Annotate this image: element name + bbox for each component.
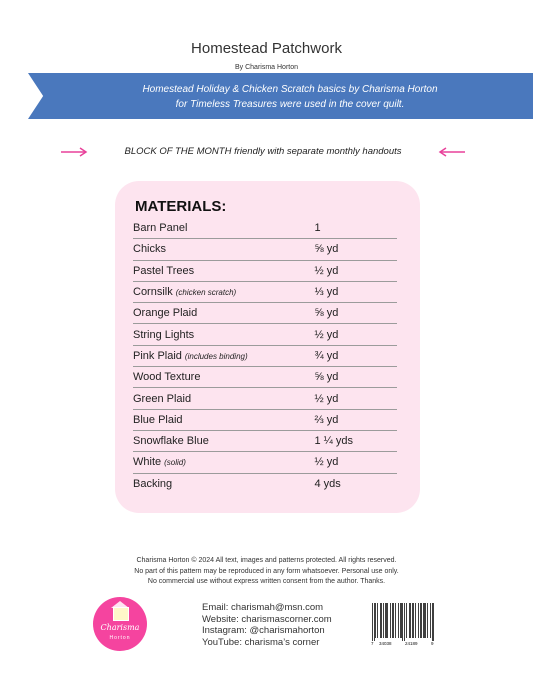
- material-row: [133, 388, 397, 409]
- material-name-text: Pastel Trees: [133, 264, 195, 277]
- material-name-text: String Lights: [133, 328, 195, 341]
- material-name: [133, 371, 315, 383]
- material-row: [133, 410, 397, 431]
- bom-row: [60, 146, 470, 160]
- material-amount: ½ yd: [314, 328, 339, 341]
- barcode-digits-2: 24189: [405, 641, 418, 646]
- logo-subtext: Horton: [109, 635, 131, 641]
- material-row: [133, 324, 397, 345]
- material-name: [133, 414, 315, 426]
- material-row: [133, 474, 397, 494]
- material-note: (chicken scratch): [175, 288, 237, 298]
- barcode-digits-1: 34038: [379, 641, 392, 646]
- material-amount: ⅝ yd: [314, 243, 339, 256]
- arrow-left-icon: [438, 146, 466, 158]
- contact-email: Email: charismah@msn.com: [202, 602, 324, 613]
- logo-house-icon: [113, 607, 129, 621]
- material-amount: ¾ yd: [314, 349, 339, 362]
- material-name: [133, 393, 315, 405]
- material-name-text: Blue Plaid: [133, 413, 183, 426]
- banner-line-2: for Timeless Treasures were used in the cover quilt.: [175, 99, 405, 110]
- material-note: (includes binding): [184, 351, 248, 361]
- material-name-text: Cornsilk: [133, 286, 173, 299]
- material-amount: ⅓ yd: [314, 286, 339, 299]
- contact-website: Website: charismascorner.com: [202, 613, 332, 625]
- material-amount: ⅝ yd: [314, 307, 339, 320]
- material-name: [133, 307, 315, 319]
- copyright-line-1: Charisma Horton © 2024 All text, images and patterns protected. All rights reserved.: [136, 557, 397, 564]
- material-name-text: Snowflake Blue: [133, 435, 209, 448]
- material-amount: 4 yds: [314, 477, 341, 490]
- logo-text: Charisma: [100, 623, 140, 632]
- barcode-digit-left: 7: [371, 641, 374, 646]
- material-amount: ⅝ yd: [314, 371, 339, 384]
- material-note: (solid): [164, 458, 186, 468]
- material-row: [133, 239, 397, 260]
- material-name-text: Wood Texture: [133, 371, 201, 384]
- material-row: [133, 367, 397, 388]
- banner-line-1: Homestead Holiday & Chicken Scratch basics by Charisma Horton: [142, 84, 438, 95]
- contact-youtube: YouTube: charisma’s corner: [202, 636, 320, 648]
- pattern-title: Homestead Patchwork: [191, 40, 342, 57]
- material-amount: ⅔ yd: [314, 413, 339, 426]
- material-name-text: Backing: [133, 477, 173, 490]
- author-byline: By Charisma Horton: [234, 64, 299, 71]
- material-name-text: White: [133, 456, 162, 469]
- barcode-digit-right: 9: [431, 641, 434, 646]
- contact-instagram: Instagram: @charismahorton: [202, 625, 325, 636]
- material-name-text: Orange Plaid: [133, 307, 198, 320]
- copyright-line-3: No commercial use without express written consent from the author. Thanks.: [147, 578, 386, 585]
- material-name: [133, 222, 315, 234]
- material-row: [133, 303, 397, 324]
- copyright-notice: [0, 556, 533, 588]
- material-row: [133, 346, 397, 367]
- material-name: [133, 329, 315, 341]
- material-name: [133, 286, 315, 298]
- material-name-text: Barn Panel: [133, 222, 188, 235]
- materials-table: [133, 218, 397, 494]
- material-name: [133, 265, 315, 277]
- material-amount: 1 ¼ yds: [314, 435, 354, 448]
- charisma-horton-logo: [93, 597, 147, 651]
- material-row: [133, 218, 397, 239]
- material-name: [133, 350, 315, 362]
- material-name: [133, 435, 315, 447]
- material-row: [133, 261, 397, 282]
- material-row: [133, 282, 397, 303]
- material-name-text: Green Plaid: [133, 392, 192, 405]
- material-name: [133, 478, 315, 490]
- material-amount: 1: [314, 222, 321, 235]
- material-name-text: Chicks: [133, 243, 167, 256]
- materials-title: MATERIALS:: [135, 198, 227, 215]
- material-row: [133, 452, 397, 473]
- material-name: [133, 243, 315, 255]
- material-name-text: Pink Plaid: [133, 349, 182, 362]
- material-name: [133, 456, 315, 468]
- copyright-line-2: No part of this pattern may be reproduced in any form whatsoever. Personal use only.: [134, 567, 399, 575]
- bom-text: BLOCK OF THE MONTH friendly with separate monthly handouts: [124, 146, 402, 157]
- material-row: [133, 431, 397, 452]
- fabric-banner-text: [70, 82, 510, 112]
- material-amount: ½ yd: [314, 264, 339, 277]
- barcode-icon: [370, 601, 436, 647]
- material-amount: ½ yd: [314, 456, 339, 469]
- material-amount: ½ yd: [314, 392, 339, 405]
- arrow-right-icon: [60, 146, 88, 158]
- contact-info: [202, 602, 332, 648]
